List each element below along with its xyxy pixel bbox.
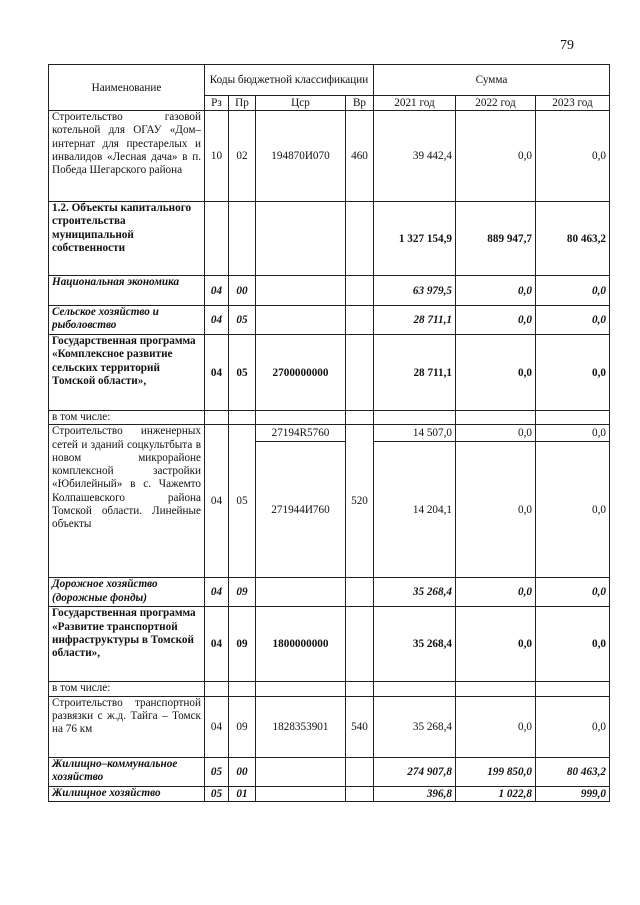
row-csr: 1828353901: [256, 696, 346, 757]
row-2021: 35 268,4: [374, 578, 456, 607]
row-2023: 0,0: [536, 276, 610, 306]
row-name: в том числе:: [49, 682, 205, 696]
row-2023: 0,0: [536, 335, 610, 411]
table-row: [49, 306, 610, 335]
row-rz: 05: [205, 786, 229, 801]
row-pr: [229, 682, 256, 696]
row-rz: 04: [205, 306, 229, 335]
row-pr: 01: [229, 786, 256, 801]
row-2021: 63 979,5: [374, 276, 456, 306]
row-pr: 05: [229, 306, 256, 335]
row-2023: 0,0: [536, 306, 610, 335]
row-name: Строительство газовой котельной для ОГАУ «Дом–интернат для престарелых и инвалидов «Лесная дача» в п. Победа Шегарского района: [49, 111, 205, 202]
header-name: Наименование: [49, 65, 205, 111]
row-2022: 0,0: [456, 111, 536, 202]
row-pr: [229, 202, 256, 276]
table-row: [49, 578, 610, 607]
row-name: Жилищно–коммунальное хозяйство: [49, 757, 205, 786]
row-name: Жилищное хозяйство: [49, 786, 205, 801]
row-csr: 27194R5760: [256, 425, 346, 442]
row-2022: [456, 682, 536, 696]
header-sum: Сумма: [374, 65, 610, 96]
table-row: [49, 111, 610, 202]
row-2022: 199 850,0: [456, 757, 536, 786]
row-rz: 05: [205, 757, 229, 786]
row-2021: 396,8: [374, 786, 456, 801]
row-2022: 0,0: [456, 425, 536, 442]
row-2021: 28 711,1: [374, 335, 456, 411]
row-2022: 0,0: [456, 442, 536, 578]
row-csr: 194870И070: [256, 111, 346, 202]
row-csr: [256, 411, 346, 425]
table-row: [49, 335, 610, 411]
row-vr: [346, 306, 374, 335]
header-2021: 2021 год: [374, 96, 456, 111]
row-2021: 39 442,4: [374, 111, 456, 202]
row-name: в том числе:: [49, 411, 205, 425]
row-2023: 80 463,2: [536, 757, 610, 786]
row-rz: 04: [205, 578, 229, 607]
table-row: [49, 411, 610, 425]
row-csr: [256, 578, 346, 607]
table-row: [49, 425, 610, 442]
row-pr: 05: [229, 335, 256, 411]
row-rz: [205, 682, 229, 696]
row-vr: [346, 276, 374, 306]
row-csr: [256, 306, 346, 335]
row-vr: [346, 682, 374, 696]
header-codes: Коды бюджетной классификации: [205, 65, 374, 96]
row-2023: 0,0: [536, 425, 610, 442]
header-vr: Вр: [346, 96, 374, 111]
row-name: Сельское хозяйство и рыболовство: [49, 306, 205, 335]
row-vr: [346, 786, 374, 801]
header-rz: Рз: [205, 96, 229, 111]
row-csr: [256, 682, 346, 696]
row-2021: 35 268,4: [374, 607, 456, 682]
row-2023: 0,0: [536, 607, 610, 682]
row-rz: 04: [205, 335, 229, 411]
row-rz: 04: [205, 425, 229, 578]
row-name: Строительство транспортной развязки с ж.д. Тайга – Томск на 76 км: [49, 696, 205, 757]
row-rz: 04: [205, 276, 229, 306]
row-csr: [256, 757, 346, 786]
header-csr: Цср: [256, 96, 346, 111]
row-pr: 00: [229, 276, 256, 306]
budget-table: [48, 64, 610, 802]
table-row: [49, 786, 610, 801]
row-name: Государственная программа «Комплексное развитие сельских территорий Томской области»,: [49, 335, 205, 411]
row-pr: [229, 411, 256, 425]
table-row: [49, 202, 610, 276]
row-rz: 10: [205, 111, 229, 202]
row-2023: 0,0: [536, 442, 610, 578]
row-pr: 09: [229, 696, 256, 757]
row-vr: [346, 578, 374, 607]
header-row-1: [49, 65, 610, 96]
table-row: [49, 757, 610, 786]
row-vr: [346, 607, 374, 682]
row-csr: [256, 276, 346, 306]
row-vr: 540: [346, 696, 374, 757]
row-pr: 09: [229, 578, 256, 607]
row-vr: [346, 335, 374, 411]
header-2022: 2022 год: [456, 96, 536, 111]
row-2022: 0,0: [456, 306, 536, 335]
row-2022: 1 022,8: [456, 786, 536, 801]
row-2023: 80 463,2: [536, 202, 610, 276]
table-row: [49, 682, 610, 696]
row-2023: 999,0: [536, 786, 610, 801]
row-csr: [256, 202, 346, 276]
row-name: Государственная программа «Развитие транспортной инфраструктуры в Томской области»,: [49, 607, 205, 682]
row-csr: 2700000000: [256, 335, 346, 411]
row-2023: 0,0: [536, 578, 610, 607]
row-2022: [456, 411, 536, 425]
row-2022: 0,0: [456, 696, 536, 757]
row-2021: 14 507,0: [374, 425, 456, 442]
row-rz: 04: [205, 696, 229, 757]
row-vr: [346, 202, 374, 276]
row-name: Строительство инженерных сетей и зданий соцкультбыта в новом микрорайоне комплексной застройки «Юбилейный» в с. Чажемто Колпашевского района Томской области. Линейные объекты: [49, 425, 205, 578]
page-number: 79: [560, 38, 574, 53]
row-pr: 02: [229, 111, 256, 202]
row-pr: 05: [229, 425, 256, 578]
row-name: 1.2. Объекты капитального строительства муниципальной собственности: [49, 202, 205, 276]
table-row: [49, 607, 610, 682]
row-2021: 274 907,8: [374, 757, 456, 786]
row-2021: 28 711,1: [374, 306, 456, 335]
row-2023: 0,0: [536, 111, 610, 202]
row-2021: [374, 682, 456, 696]
header-pr: Пр: [229, 96, 256, 111]
row-2023: 0,0: [536, 696, 610, 757]
row-pr: 09: [229, 607, 256, 682]
row-rz: [205, 202, 229, 276]
row-csr: [256, 786, 346, 801]
row-rz: 04: [205, 607, 229, 682]
row-csr: 271944И760: [256, 442, 346, 578]
row-rz: [205, 411, 229, 425]
table-row: [49, 276, 610, 306]
row-2023: [536, 411, 610, 425]
row-vr: [346, 757, 374, 786]
row-2021: 14 204,1: [374, 442, 456, 578]
row-2022: 889 947,7: [456, 202, 536, 276]
row-pr: 00: [229, 757, 256, 786]
row-vr: 520: [346, 425, 374, 578]
row-name: Дорожное хозяйство (дорожные фонды): [49, 578, 205, 607]
row-2022: 0,0: [456, 607, 536, 682]
row-2021: 1 327 154,9: [374, 202, 456, 276]
row-2022: 0,0: [456, 276, 536, 306]
header-2023: 2023 год: [536, 96, 610, 111]
row-2022: 0,0: [456, 578, 536, 607]
row-vr: 460: [346, 111, 374, 202]
row-vr: [346, 411, 374, 425]
row-csr: 1800000000: [256, 607, 346, 682]
row-2023: [536, 682, 610, 696]
row-2021: 35 268,4: [374, 696, 456, 757]
row-2021: [374, 411, 456, 425]
row-2022: 0,0: [456, 335, 536, 411]
row-name: Национальная экономика: [49, 276, 205, 306]
table-row: [49, 696, 610, 757]
